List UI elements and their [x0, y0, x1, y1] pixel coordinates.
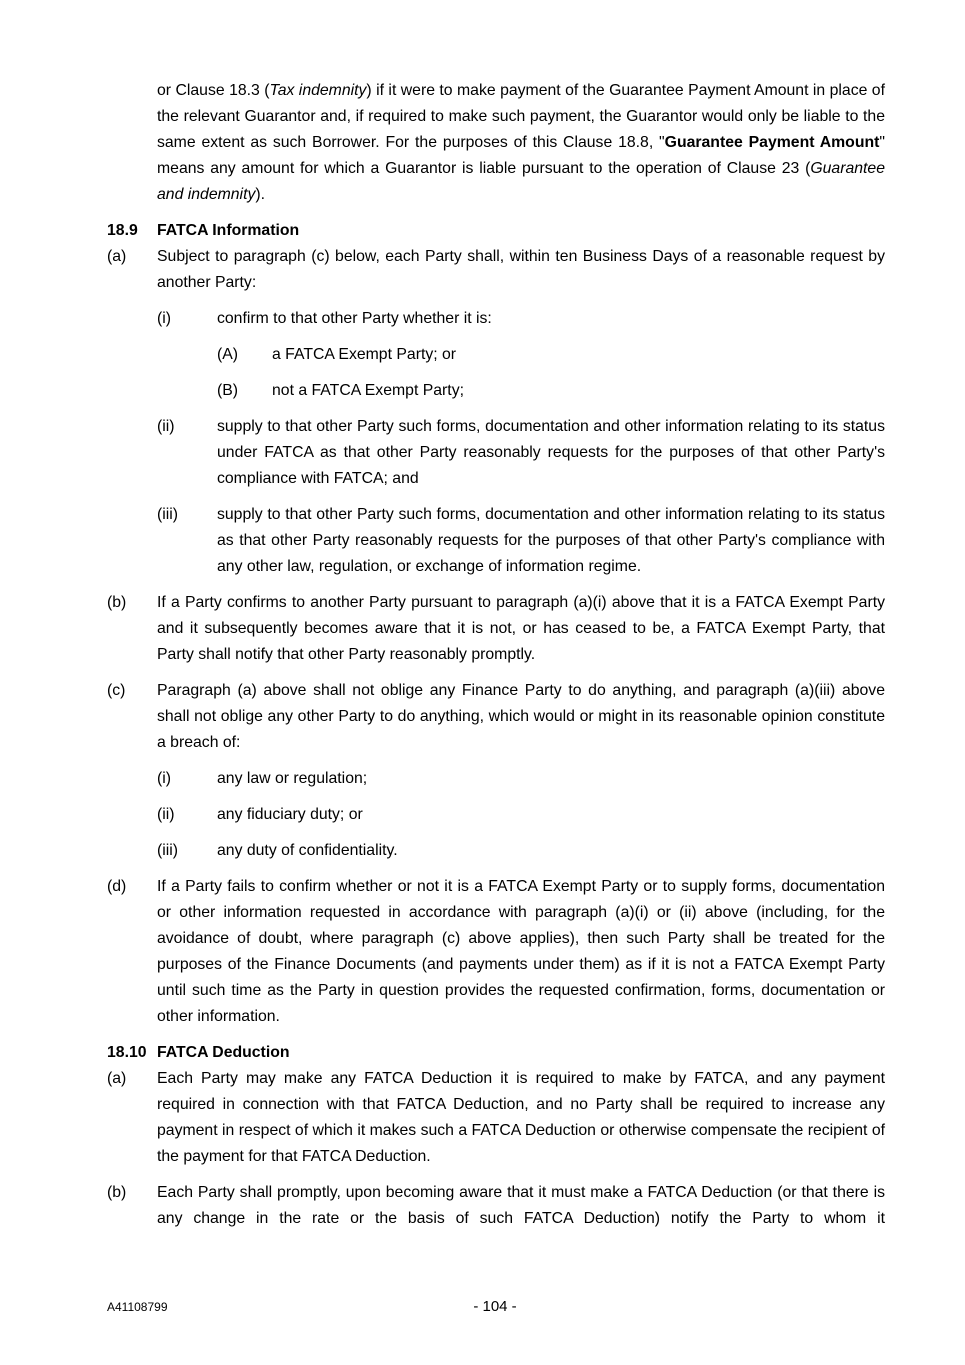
subitem-label: (iii) [157, 506, 179, 523]
subitem-text: supply to that other Party such forms, documentation and other information relating to its status under FATCA as that other Party reasonably requests for the purposes of that other Party's compliance with FATCA; and [217, 418, 885, 487]
item-text: Each Party shall promptly, upon becoming aware that it must make a FATCA Deduction (or that there is any change in the rate or the basis of such FATCA Deduction) notify the Party to whom it [157, 1184, 885, 1227]
item-text: Subject to paragraph (c) below, each Party shall, within ten Business Days of a reasonable request by another Party: [157, 248, 885, 291]
item-text: Each Party may make any FATCA Deduction it is required to make by FATCA, and any payment required in connection with that FATCA Deduction, and no Party shall be required to increase any payment in respect of which it makes such a FATCA Deduction or otherwise compensate the recipient of the payment for that FATCA Deduction. [157, 1070, 885, 1165]
item-label: (a) [107, 1070, 127, 1087]
section-title: FATCA Deduction [157, 1044, 290, 1061]
section-number: 18.9 [107, 222, 138, 239]
subitem-text: any fiduciary duty; or [217, 806, 363, 823]
intro-italic-guarantee-indemnity: Guarantee and indemnity [157, 160, 885, 203]
section-title: FATCA Information [157, 222, 300, 239]
intro-italic-tax-indemnity: Tax indemnity [269, 82, 367, 99]
subitem-text: supply to that other Party such forms, documentation and other information relating to its status as that other Party reasonably requests for the purposes of that other Party's compliance with any other law, regulation, or exchange of information regime. [217, 506, 885, 575]
item-text: Paragraph (a) above shall not oblige any Finance Party to do anything, and paragraph (a)(iii) above shall not oblige any other Party to do anything, which would or might in its reasonable opinion constitute a breach of: [157, 682, 885, 751]
item-label: (b) [107, 594, 127, 611]
subitem-label: (i) [157, 310, 172, 327]
subitem-label: (ii) [157, 418, 175, 435]
subitem-label: (i) [157, 770, 172, 787]
subitem-text: confirm to that other Party whether it is: [217, 310, 492, 327]
subitem-text: any law or regulation; [217, 770, 368, 787]
item-text: If a Party confirms to another Party pursuant to paragraph (a)(i) above that it is a FATCA Exempt Party and it subsequently becomes aware that it is not, or has ceased to be, a FATCA Exempt Party, that Party shall notify that other Party reasonably promptly. [157, 594, 885, 663]
item-label: (a) [107, 248, 127, 265]
subitem-text: any duty of confidentiality. [217, 842, 398, 859]
subsubitem-label: (B) [217, 382, 239, 399]
subsubitem-text: a FATCA Exempt Party; or [272, 346, 457, 363]
intro-paragraph: or Clause 18.3 (Tax indemnity) if it were to make payment of the Guarantee Payment Amount in place of the relevant Guarantor and, if required to make such payment, the Guarantor would only be liable to the same extent as such Borrower. For the purposes of this Clause 18.8, "Guarantee Payment Amount" means any amount for which a Guarantor is liable pursuant to the operation of Clause 23 (Guarantee and indemnity). [157, 82, 885, 203]
item-label: (c) [107, 682, 126, 699]
section-number: 18.10 [107, 1044, 147, 1061]
subitem-label: (ii) [157, 806, 175, 823]
intro-bold-guarantee-payment-amount: Guarantee Payment Amount [664, 134, 880, 151]
item-label: (d) [107, 878, 127, 895]
subsubitem-label: (A) [217, 346, 239, 363]
subsubitem-text: not a FATCA Exempt Party; [272, 382, 464, 399]
item-text: If a Party fails to confirm whether or not it is a FATCA Exempt Party or to supply forms, documentation or other information requested in accordance with paragraph (a)(i) or (ii) above (including, for the avoidance of doubt, where paragraph (c) above applies), then such Party shall be treated for the purposes of the Finance Documents (and payments under them) as if it is not a FATCA Exempt Party until such time as the Party in question provides the requested confirmation, forms, documentation or other information. [157, 878, 885, 1025]
document-reference: A41108799 [107, 1300, 168, 1314]
page-number: - 104 - [473, 1298, 517, 1315]
subitem-label: (iii) [157, 842, 179, 859]
item-label: (b) [107, 1184, 127, 1201]
